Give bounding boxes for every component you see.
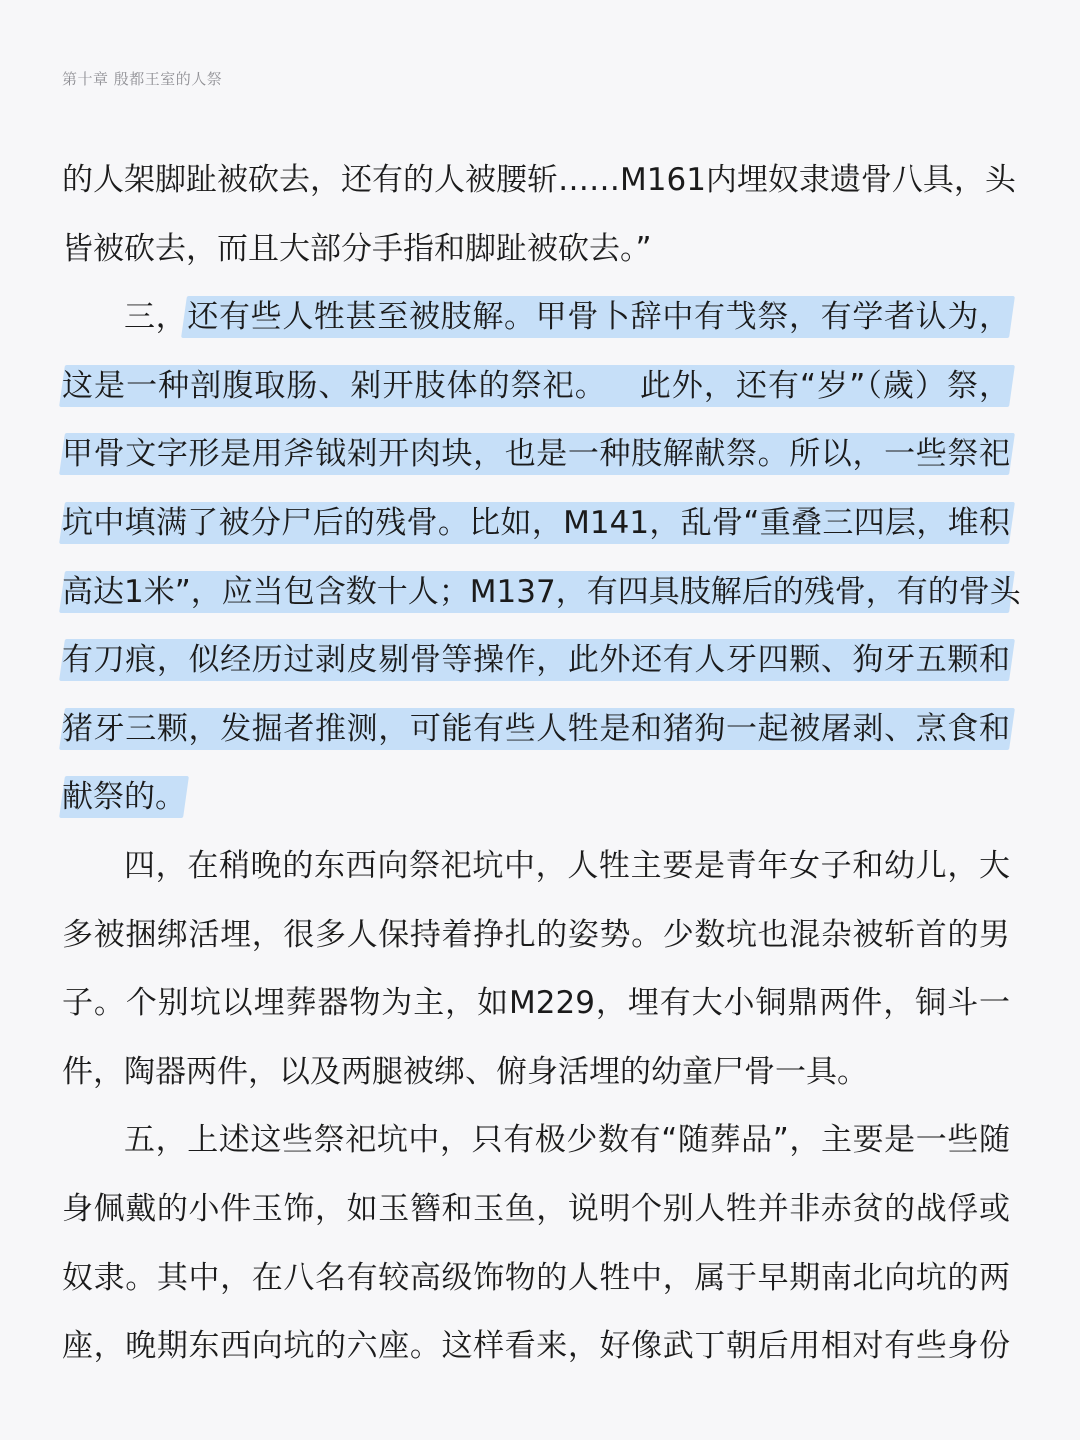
text-line: 的人架脚趾被砍去，还有的人被腰斩……M161内埋奴隶遗骨八具，头 <box>62 162 1016 198</box>
text-line-highlighted[interactable]: 猪牙三颗，发掘者推测，可能有些人牲是和猪狗一起被屠剥、烹食和 <box>62 695 1010 764</box>
chapter-header: 第十章 殷都王室的人祭 <box>62 70 223 88</box>
text-line-highlighted[interactable]: 献祭的。 <box>62 763 1010 832</box>
text-line: 件，陶器两件，以及两腿被绑、俯身活埋的幼童尸骨一具。 <box>62 1053 868 1090</box>
text-line: 皆被砍去，而且大部分手指和脚趾被砍去。” <box>62 230 652 267</box>
text-line-highlighted[interactable]: 三，还有些人牲甚至被肢解。甲骨卜辞中有𢦏祭，有学者认为， <box>62 283 1010 352</box>
text-line-highlighted[interactable]: 坑中填满了被分尸后的残骨。比如，M141，乱骨“重叠三四层，堆积 <box>62 489 1010 558</box>
page-body <box>62 146 1021 1381</box>
text-line: 身佩戴的小件玉饰，如玉簪和玉鱼，说明个别人牲并非赤贫的战俘或 <box>62 1190 1010 1227</box>
text-line-highlighted[interactable]: 这是一种剖腹取肠、剁开肢体的祭祀。 此外，还有“岁”（歲）祭， <box>62 352 1010 421</box>
text-line-highlighted[interactable]: 有刀痕，似经历过剥皮剔骨等操作，此外还有人牙四颗、狗牙五颗和 <box>62 626 1010 695</box>
text-line: 四，在稍晚的东西向祭祀坑中，人牲主要是青年女子和幼儿，大 <box>124 847 1010 884</box>
text-line-highlighted[interactable]: 高达1米”，应当包含数十人；M137，有四具肢解后的残骨，有的骨头 <box>62 558 1010 627</box>
text-line-highlighted[interactable]: 甲骨文字形是用斧钺剁开肉块，也是一种肢解献祭。所以，一些祭祀 <box>62 420 1010 489</box>
text-line: 子。个别坑以埋葬器物为主，如M229，埋有大小铜鼎两件，铜斗一 <box>62 985 1010 1022</box>
text-line: 多被捆绑活埋，很多人保持着挣扎的姿势。少数坑也混杂被斩首的男 <box>62 916 1010 953</box>
text-line: 座，晚期东西向坑的六座。这样看来，好像武丁朝后用相对有些身份 <box>62 1328 1010 1365</box>
text-line: 五，上述这些祭祀坑中，只有极少数有“随葬品”，主要是一些随 <box>124 1122 1010 1159</box>
text-line: 奴隶。其中，在八名有较高级饰物的人牲中，属于早期南北向坑的两 <box>62 1259 1010 1296</box>
